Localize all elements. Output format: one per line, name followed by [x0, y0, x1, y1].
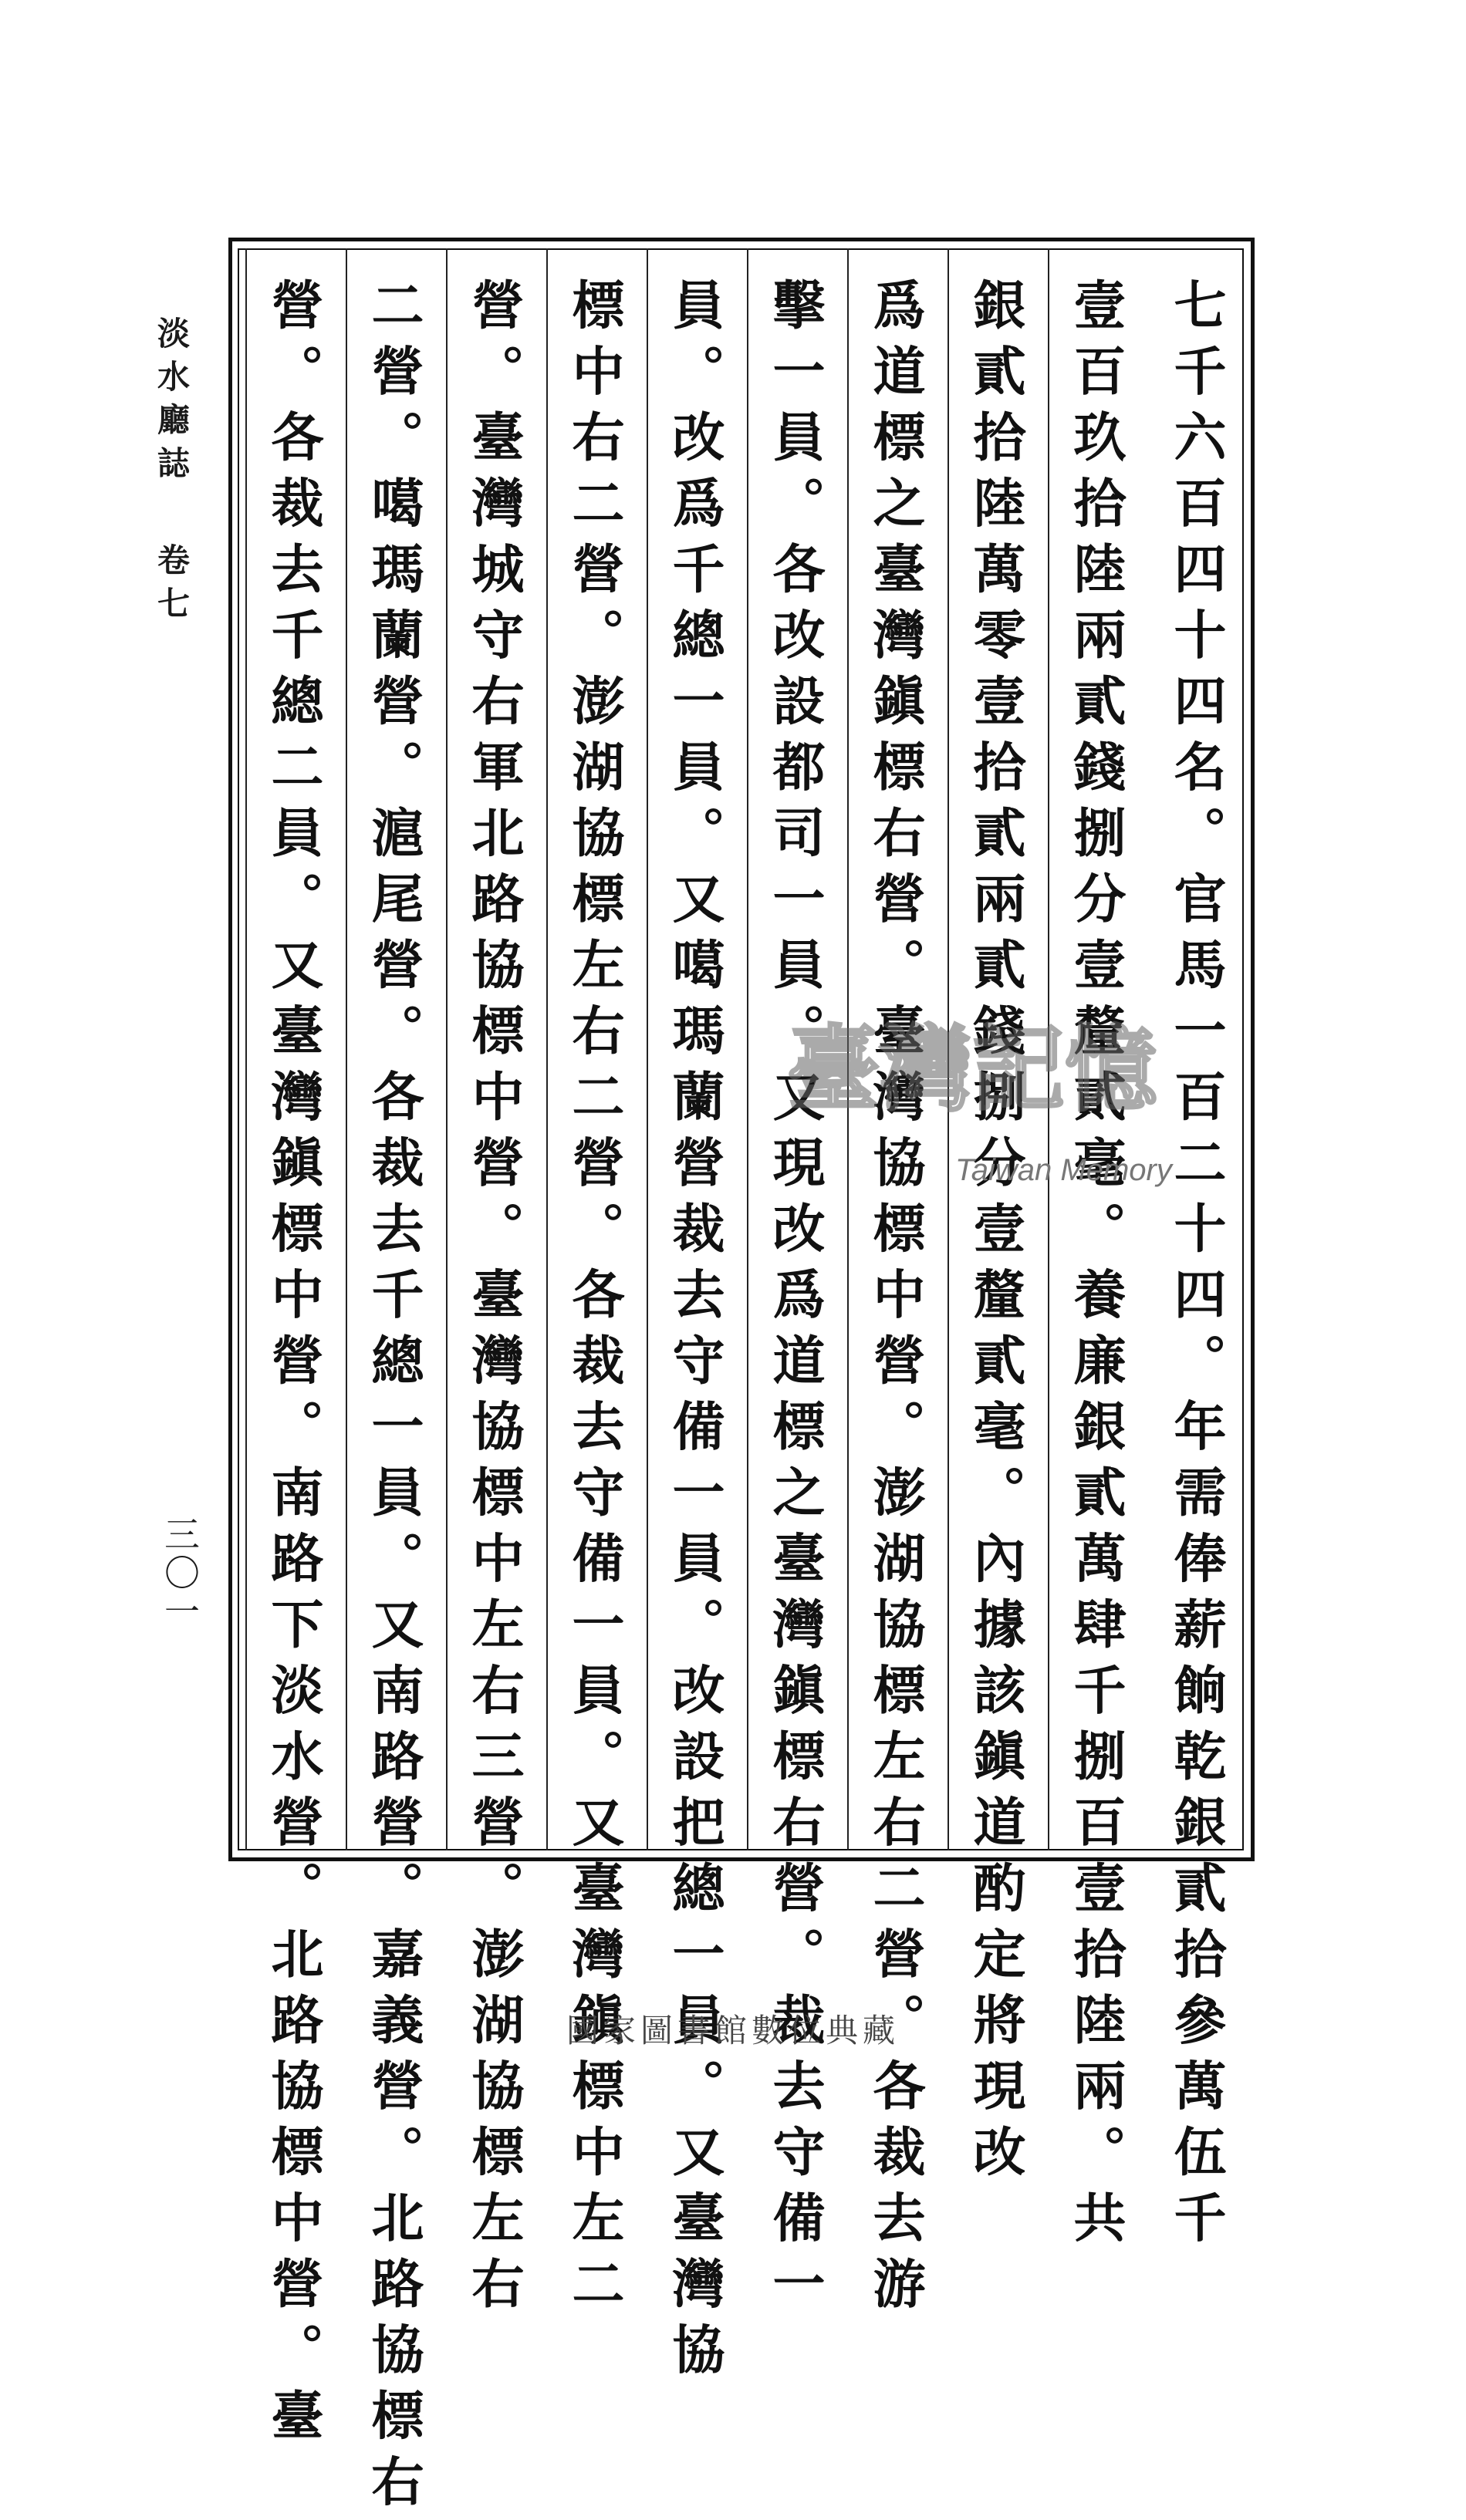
column-text: 員。改爲千總一員。又噶瑪蘭營裁去守備一員。改設把總一員。又臺灣協	[664, 278, 725, 2388]
margin-book-title	[151, 316, 191, 629]
volume-label: 卷七	[153, 543, 191, 629]
text-column-8	[446, 248, 542, 2323]
column-text: 七千六百四十四名。官馬一百二十四。年需俸薪餉乾銀貳拾參萬伍千	[1165, 278, 1227, 2256]
column-text: 營。臺灣城守右軍北路協標中營。臺灣協標中左右三營。澎湖協標左右	[463, 278, 525, 2323]
watermark-subtitle: Taiwan Memory	[955, 1153, 1172, 1187]
column-text: 營。各裁去千總二員。又臺灣鎭標中營。南路下淡水營。北路協標中營。臺	[262, 278, 324, 2454]
column-text: 擊一員。各改設都司一員。又現改爲道標之臺灣鎭標右營。裁去守備一	[764, 278, 826, 2323]
column-text: 標中右二營。澎湖協標左右二營。各裁去守備一員。又臺灣鎭標中左二	[563, 278, 625, 2323]
text-column-7	[546, 248, 642, 2323]
page-number: 三〇一	[159, 1516, 201, 1631]
footer-credit: 國家圖書館數位典藏	[566, 2012, 900, 2049]
column-text: 壹百玖拾陸兩貳錢捌分壹釐貳毫。養廉銀貳萬肆千捌百壹拾陸兩。共	[1065, 278, 1127, 2256]
text-column-10	[245, 248, 341, 2454]
column-text: 爲道標之臺灣鎭標右營。臺灣協標中營。澎湖協標左右二營。各裁去游	[864, 278, 926, 2323]
text-column-9	[346, 248, 441, 2520]
column-text: 二營。噶瑪蘭營。滬尾營。各裁去千總一員。又南路營。嘉義營。北路協標右	[363, 278, 424, 2520]
book-title: 淡水廳誌	[153, 316, 191, 489]
watermark-logo	[756, 1010, 1188, 1126]
column-text: 銀貳拾陸萬零壹拾貳兩貳錢捌分壹釐貳毫。內據該鎭道酌定將現改	[964, 278, 1026, 2191]
text-column-6	[647, 248, 742, 2388]
watermark-title: 臺灣記憶	[787, 1015, 1157, 1124]
